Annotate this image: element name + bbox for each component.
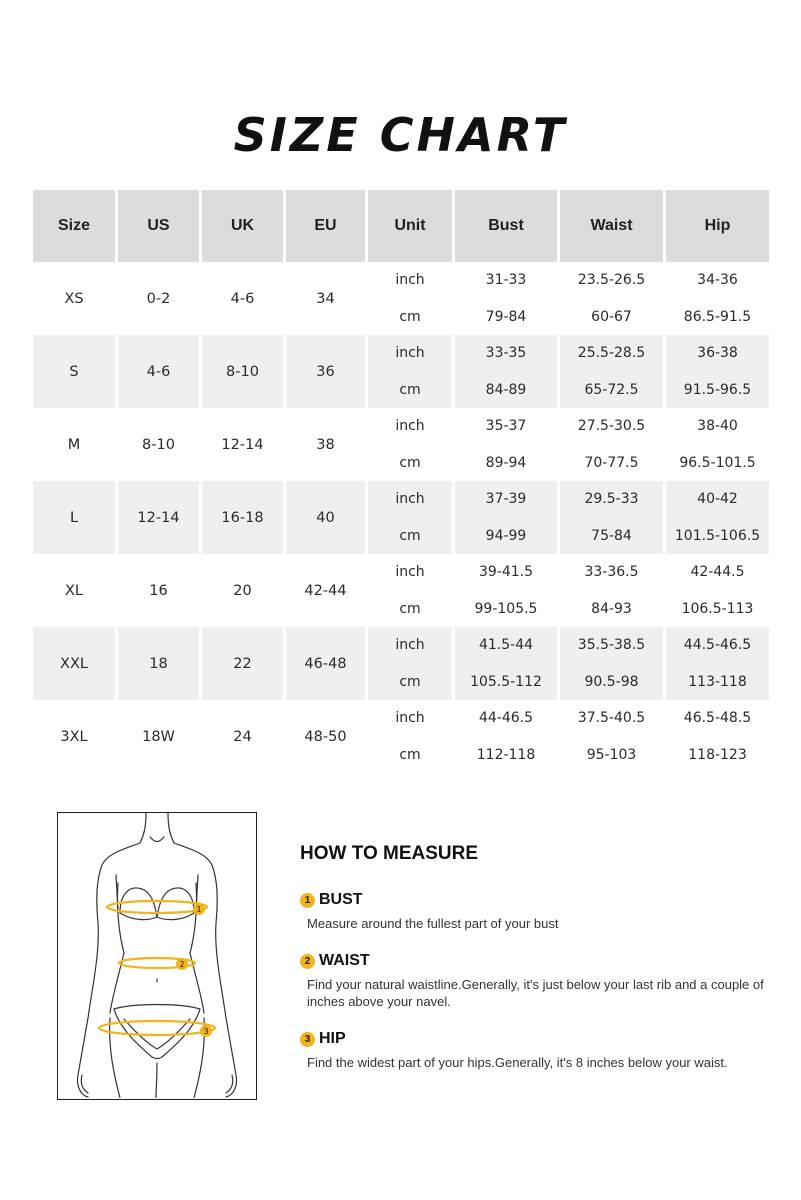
cell-value: 105.5-112 xyxy=(470,673,542,690)
table-row xyxy=(33,408,769,481)
cell-hip xyxy=(666,408,769,481)
svg-text:3: 3 xyxy=(203,1027,209,1036)
header-uk: UK xyxy=(202,190,283,262)
measure-description: Find your natural waistline.Generally, it's just below your last rib and a couple of inches above your navel. xyxy=(307,977,764,1009)
cell-value: 112-118 xyxy=(476,746,536,763)
cell-value: 79-84 xyxy=(485,308,527,325)
cell-value: 84-89 xyxy=(485,381,527,398)
cell-units xyxy=(368,262,452,335)
cell-size: M xyxy=(67,436,81,453)
cell-value: inch xyxy=(395,637,425,654)
cell-eu: 40 xyxy=(286,481,365,554)
cell-value: 95-103 xyxy=(586,746,637,763)
cell-value: 40-42 xyxy=(697,491,738,508)
cell-uk: 12-14 xyxy=(221,436,264,453)
cell-waist xyxy=(560,481,663,554)
size-chart-table xyxy=(33,190,769,773)
cell-value: 113-118 xyxy=(688,673,747,690)
cell-value: 34-36 xyxy=(697,272,738,289)
cell-value: inch xyxy=(395,418,425,435)
cell-us: 4-6 xyxy=(118,335,199,408)
measure-item-waist xyxy=(300,952,780,1010)
cell-value: 90.5-98 xyxy=(584,673,639,690)
cell-units xyxy=(368,554,452,627)
cell-hip xyxy=(666,335,769,408)
cell-value: 23.5-26.5 xyxy=(577,272,646,289)
measure-description: Measure around the fullest part of your bust xyxy=(307,916,559,931)
measure-label: BUST xyxy=(319,891,363,908)
cell-eu: 38 xyxy=(316,436,335,453)
cell-value: 35.5-38.5 xyxy=(577,637,646,654)
cell-hip xyxy=(666,554,769,627)
cell-value: inch xyxy=(395,491,425,508)
cell-value: 96.5-101.5 xyxy=(679,454,756,471)
cell-value: 33-35 xyxy=(485,345,527,362)
cell-value: inch xyxy=(395,564,425,581)
cell-value: inch xyxy=(395,272,425,289)
header-waist: Waist xyxy=(560,190,663,262)
cell-value: 101.5-106.5 xyxy=(674,527,761,544)
cell-uk: 24 xyxy=(233,728,252,745)
cell-value: 89-94 xyxy=(485,454,527,471)
header-eu: EU xyxy=(286,190,365,262)
cell-eu: 36 xyxy=(286,335,365,408)
cell-size: L xyxy=(33,481,115,554)
cell-value: 118-123 xyxy=(688,746,747,763)
number-2-icon: 2 xyxy=(300,954,315,969)
measure-description: Find the widest part of your hips.Generally, it's 8 inches below your waist. xyxy=(307,1055,728,1070)
table-row xyxy=(33,262,769,335)
cell-bust xyxy=(455,554,557,627)
table-row xyxy=(33,554,769,627)
cell-uk: 8-10 xyxy=(202,335,283,408)
cell-waist xyxy=(560,335,663,408)
cell-waist xyxy=(560,408,663,481)
cell-waist xyxy=(560,554,663,627)
measure-label: WAIST xyxy=(319,952,370,969)
cell-eu: 34 xyxy=(316,290,335,307)
cell-units xyxy=(368,627,452,700)
cell-bust xyxy=(455,335,557,408)
cell-hip xyxy=(666,627,769,700)
table-row xyxy=(33,335,769,408)
cell-value: cm xyxy=(399,527,421,544)
cell-us: 0-2 xyxy=(146,290,171,307)
cell-eu: 42-44 xyxy=(304,582,347,599)
cell-size: XXL xyxy=(33,627,115,700)
cell-us: 8-10 xyxy=(142,436,175,453)
header-bust: Bust xyxy=(455,190,557,262)
cell-value: 29.5-33 xyxy=(584,491,639,508)
how-to-measure-section xyxy=(300,843,780,1091)
cell-eu: 46-48 xyxy=(286,627,365,700)
cell-bust xyxy=(455,481,557,554)
cell-uk: 16-18 xyxy=(202,481,283,554)
cell-hip xyxy=(666,262,769,335)
cell-units xyxy=(368,481,452,554)
body-measure-illustration xyxy=(57,812,257,1100)
svg-text:2: 2 xyxy=(179,960,185,969)
header-hip: Hip xyxy=(666,190,769,262)
cell-value: 46.5-48.5 xyxy=(683,710,752,727)
cell-value: 35-37 xyxy=(485,418,527,435)
cell-bust xyxy=(455,627,557,700)
cell-value: 70-77.5 xyxy=(584,454,639,471)
cell-value: cm xyxy=(399,673,421,690)
measure-item-bust xyxy=(300,891,780,932)
cell-uk: 20 xyxy=(233,582,252,599)
cell-value: cm xyxy=(399,600,421,617)
cell-value: cm xyxy=(399,308,421,325)
cell-value: 84-93 xyxy=(591,600,632,617)
cell-hip xyxy=(666,700,769,773)
table-header xyxy=(33,190,769,262)
cell-units xyxy=(368,408,452,481)
cell-bust xyxy=(455,700,557,773)
cell-value: 75-84 xyxy=(591,527,632,544)
cell-value: inch xyxy=(395,345,425,362)
cell-hip xyxy=(666,481,769,554)
cell-value: 39-41.5 xyxy=(478,564,534,581)
cell-value: 41.5-44 xyxy=(478,637,534,654)
cell-us: 18 xyxy=(118,627,199,700)
cell-bust xyxy=(455,408,557,481)
cell-waist xyxy=(560,262,663,335)
cell-size: S xyxy=(33,335,115,408)
cell-bust xyxy=(455,262,557,335)
cell-us: 18W xyxy=(142,728,175,745)
cell-value: 37-39 xyxy=(485,491,527,508)
number-3-icon: 3 xyxy=(300,1032,315,1047)
cell-value: cm xyxy=(399,454,421,471)
cell-value: 91.5-96.5 xyxy=(683,381,752,398)
page-title: SIZE CHART xyxy=(233,108,568,162)
cell-value: 60-67 xyxy=(591,308,632,325)
table-row xyxy=(33,481,769,554)
cell-value: 38-40 xyxy=(697,418,738,435)
cell-us: 16 xyxy=(149,582,168,599)
cell-value: 36-38 xyxy=(697,345,738,362)
cell-size: XL xyxy=(64,582,83,599)
cell-value: 99-105.5 xyxy=(474,600,538,617)
cell-value: 25.5-28.5 xyxy=(577,345,646,362)
cell-value: inch xyxy=(395,710,425,727)
cell-value: cm xyxy=(399,746,421,763)
cell-value: 27.5-30.5 xyxy=(577,418,646,435)
cell-waist xyxy=(560,627,663,700)
cell-size: XS xyxy=(64,290,84,307)
header-us: US xyxy=(118,190,199,262)
cell-value: 106.5-113 xyxy=(681,600,754,617)
body-outline-icon xyxy=(58,813,255,1098)
measure-label: HIP xyxy=(319,1030,346,1047)
header-unit: Unit xyxy=(368,190,452,262)
how-to-measure-title: HOW TO MEASURE xyxy=(300,843,479,864)
cell-uk: 4-6 xyxy=(230,290,255,307)
cell-uk: 22 xyxy=(202,627,283,700)
svg-text:1: 1 xyxy=(196,905,202,914)
cell-value: 65-72.5 xyxy=(584,381,639,398)
header-size: Size xyxy=(33,190,115,262)
table-row xyxy=(33,627,769,700)
measure-item-hip xyxy=(300,1030,780,1071)
cell-units xyxy=(368,700,452,773)
table-row xyxy=(33,700,769,773)
cell-value: 42-44.5 xyxy=(690,564,745,581)
number-1-icon: 1 xyxy=(300,893,315,908)
cell-value: 44.5-46.5 xyxy=(683,637,752,654)
cell-size: 3XL xyxy=(60,728,88,745)
cell-value: 94-99 xyxy=(485,527,527,544)
cell-units xyxy=(368,335,452,408)
cell-value: 33-36.5 xyxy=(584,564,639,581)
cell-value: 37.5-40.5 xyxy=(577,710,646,727)
cell-value: 44-46.5 xyxy=(478,710,534,727)
cell-waist xyxy=(560,700,663,773)
cell-us: 12-14 xyxy=(118,481,199,554)
cell-value: 31-33 xyxy=(485,272,527,289)
cell-eu: 48-50 xyxy=(304,728,347,745)
cell-value: 86.5-91.5 xyxy=(683,308,752,325)
cell-value: cm xyxy=(399,381,421,398)
